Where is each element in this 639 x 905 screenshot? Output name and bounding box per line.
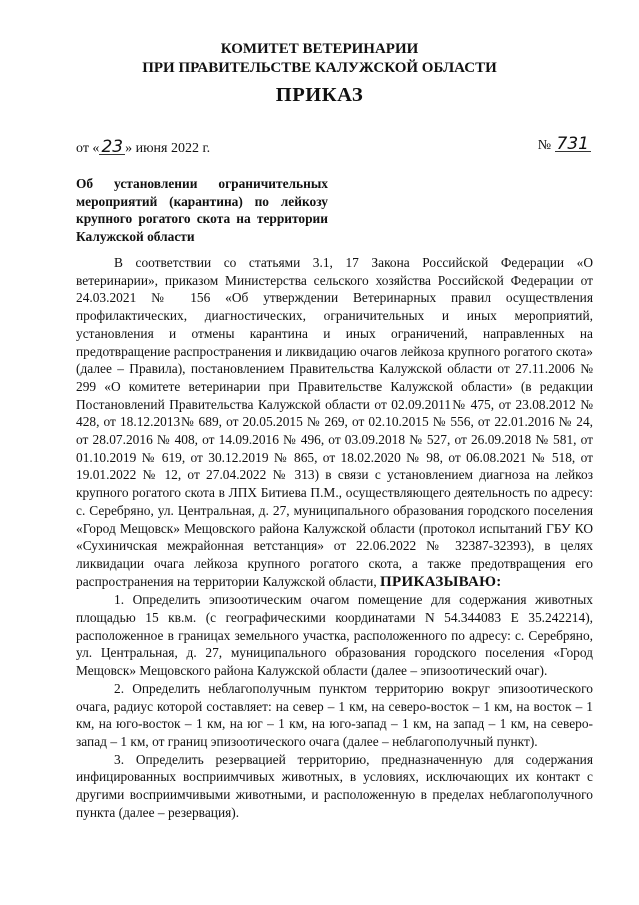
date-day-handwritten: 23 — [101, 137, 124, 157]
document-number-handwritten: 731 — [556, 134, 589, 154]
org-line-2: ПРИ ПРАВИТЕЛЬСТВЕ КАЛУЖСКОЙ ОБЛАСТИ — [142, 60, 497, 76]
organization-header — [0, 40, 639, 78]
preamble-paragraph — [76, 254, 593, 591]
document-subject: Об установлении ограничительных мероприятий (карантина) по лейкозу крупного рогатого скота на территории Калужской области — [76, 176, 328, 245]
order-item-2: 2. Определить неблагополучным пунктом территорию вокруг эпизоотического очага, радиус которой составляет: на север – 1 км, на северо-восток – 1 км, на восток – 1 км, на юго-восток – 1 км, на юг – 1 км, на юго-запад – 1 км, на запад – 1 км, на северо-запад – 1 км, от границ эпизоотического очага (далее – неблагополучный пункт). — [76, 680, 593, 749]
order-keyword: ПРИКАЗЫВАЮ: — [380, 573, 502, 590]
document-type-title: ПРИКАЗ — [275, 84, 364, 106]
document-body — [76, 254, 593, 822]
order-item-1: 1. Определить эпизоотическим очагом помещение для содержания животных площадью 15 кв.м. (с географическими координатами N 54.344083 E 35.242214), расположенное в границах земельного участка, расположенного по адресу: с. Серебряно, ул. Центральная, д. 27, муниципального образования городского поселения «Город Мещовск» Мещовского района Калужской области (далее – эпизоотический очаг). — [76, 592, 593, 679]
number-prefix: № — [537, 138, 552, 153]
order-item-3: 3. Определить резервацией территорию, предназначенную для содержания инфицированных восприимчивых животных, в условиях, исключающих их контакт с другими восприимчивыми животными, и расположенную в пределах неблагополучного пункта (далее – резервация). — [76, 751, 593, 820]
document-number-line — [537, 134, 591, 154]
date-prefix: от « — [76, 141, 100, 156]
date-suffix: » июня 2022 г. — [125, 141, 211, 156]
preamble-text: В соответствии со статьями 3.1, 17 Закона Российской Федерации «О ветеринарии», приказом Министерства сельского хозяйства Российской Федерации от 24.03.2021 № 156 «Об утверждении Ветеринарных правил осуществления профилактических, диагностических, ограничительных и иных мероприятий, установления и отмены карантина и иных ограничений, направленных на предотвращение распространения и ликвидацию очагов лейкоза крупного рогатого скота» (далее – Правила), постановлением Правительства Калужской области от 27.11.2006 № 299 «О комитете ветеринарии при Правительстве Калужской области» (в редакции Постановлений Правительства Калужской области от 02.09.2011№ 475, от 23.08.2012 № 428, от 18.12.2013№ 689, от 20.05.2015 № 269, от 02.10.2015 № 556, от 22.01.2016 № 24, от 28.07.2016 № 408, от 14.09.2016 № 496, от 03.09.2018 № 527, от 26.09.2018 № 581, от 01.10.2019 № 619, от 30.12.2019 № 865, от 18.02.2020 № 98, от 06.08.2021 № 518, от 19.01.2022 № 12, от 27.04.2022 № 313) в связи с установлением диагноза на лейкоз крупного рогатого скота в ЛПХ Битиева П.М., осуществляющего деятельность по адресу: с. Серебряно, ул. Центральная, д. 27, муниципального образования городского поселения «Город Мещовск» Мещовского района Калужской области (протокол испытаний ГБУ КО «Сухиничская межрайонная ветстанция» от 22.06.2022 № 32387-32393), в целях ликвидации очага лейкоза крупного рогатого скота, а также предотвращения его распространения на территории Калужской области, — [76, 255, 593, 589]
date-line — [76, 137, 211, 157]
org-line-1: КОМИТЕТ ВЕТЕРИНАРИИ — [220, 41, 419, 57]
